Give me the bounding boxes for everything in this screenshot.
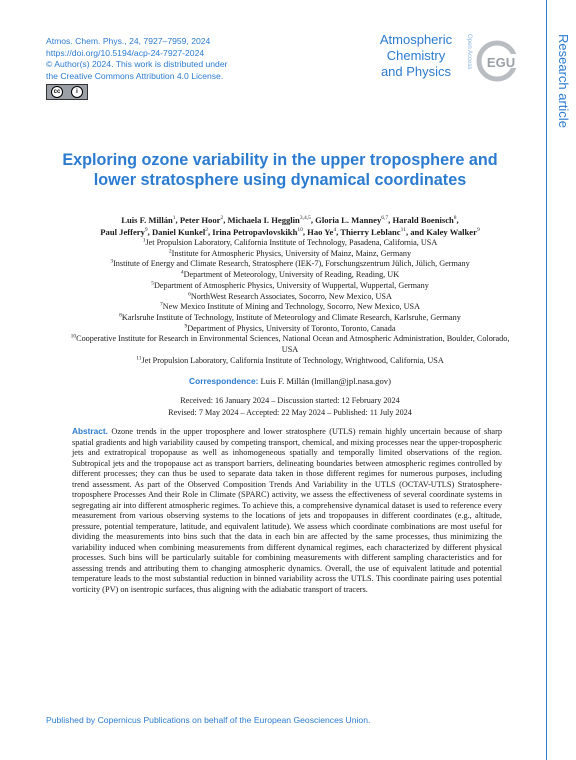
journal-name [370,32,462,80]
citation: Atmos. Chem. Phys., 24, 7927–7959, 2024 [46,36,211,46]
dates-line-2: Revised: 7 May 2024 – Accepted: 22 May 2024 – Published: 11 July 2024 [168,408,412,418]
journal-line-3: and Physics [380,64,452,79]
affiliation-text: Jet Propulsion Laboratory, California Institute of Technology, Pasadena, California, USA [145,238,438,247]
affiliation-number: 7 [159,301,163,308]
author-affiliation-marker: 2 [220,215,224,222]
author-name: Thierry Leblanc [340,227,401,237]
author-affiliation-marker: 2 [205,227,208,234]
affiliation-number: 8 [119,312,122,319]
affiliation-number: 3 [110,258,114,265]
open-access-label [463,34,473,86]
publisher-footer: Published by Copernicus Publications on behalf of the European Geosciences Union. [46,715,371,725]
affiliation-text: Cooperative Institute for Research in Environmental Sciences, National Ocean and Atmospheric Administration, Boulder, Colorado, USA [76,334,510,355]
affiliation-text: Karlsruhe Institute of Technology, Institute of Meteorology and Climate Research, Karlsruhe, Germany [121,312,461,322]
author-name: Irina Petropavlovskikh [212,227,298,237]
author-name: Peter Hoor [179,215,221,225]
abstract [72,426,502,595]
author-name: Paul Jeffery [100,227,145,237]
article-metadata [46,36,227,82]
author-name: Daniel Kunkel [151,227,206,237]
author-affiliation-marker: 11 [400,227,406,234]
cc-license-badge[interactable] [46,84,88,100]
affiliation-text: NorthWest Research Associates, Socorro, New Mexico, USA [190,291,392,301]
author-name: Luis F. Millán [121,215,173,225]
affiliation-item [70,302,510,313]
affiliation-text: New Mexico Institute of Mining and Technology, Socorro, New Mexico, USA [162,302,421,312]
author-affiliation-marker: 6,7 [381,215,389,222]
affiliation-text: Institute for Atmospheric Physics, University of Mainz, Mainz, Germany [171,248,412,258]
affiliation-item [70,259,510,270]
affiliation-item [70,313,510,324]
attribution-icon: i [71,86,83,98]
journal-line-1: Atmospheric [379,32,453,47]
affiliation-item [70,324,510,335]
author-affiliation-marker: 9 [476,227,480,234]
author-affiliation-marker: 8 [453,215,457,222]
affiliation-text: Institute of Energy and Climate Research, Stratosphere (IEK-7), Forschungszentrum Jülich, Jülich, Germany [113,259,470,269]
affiliation-number: 6 [188,290,191,297]
correspondence-email[interactable]: Luis F. Millán (lmillan@jpl.nasa.gov) [260,376,391,386]
dates-line-1: Received: 16 January 2024 – Discussion started: 12 February 2024 [180,396,400,405]
author-name: Gloria L. Manney [315,215,382,225]
affiliation-text: Department of Atmospheric Physics, University of Wuppertal, Wuppertal, Germany [153,280,429,290]
abstract-label: Abstract. [72,426,108,436]
license-link[interactable]: the Creative Commons Attribution 4.0 License. [46,70,224,81]
correspondence [70,376,510,386]
author-affiliation-marker: 10 [297,227,303,234]
affiliation-number: 2 [168,247,172,254]
affiliation-number: 4 [180,269,184,276]
author-list: Luis F. Millán$^1$, Peter Hoor$^2$, Michaela I. Hegglin$^{3,4,5}$, Gloria L. Manney$^{6,7}$, Harald Boenisch$^8$, Paul Jeffery$^9$, Daniel Kunkel$^2$, Irina Petropavlovskikh$^{10}$, Hao Ye$^4$, Thierry Leblanc$^{11}$, and Kaley Walker$^9$ [100,215,480,237]
paper-title: Exploring ozone variability in the upper troposphere and lower stratosphere using dynamical coordinates [62,151,498,189]
affiliation-number: 11 [136,355,142,361]
publication-dates [70,395,510,420]
author-name: Harald Boenisch [392,215,454,225]
egu-logo-text: EGU [486,55,516,70]
article-type-text: Research article [556,34,571,128]
affiliation-number: 5 [151,280,154,287]
affiliation-text: Jet Propulsion Laboratory, California Institute of Technology, Wrightwood, California, USA [141,355,444,365]
affiliation-number: 9 [184,322,188,329]
author-affiliation-marker: 9 [144,227,148,234]
affiliation-text: Department of Meteorology, University of Reading, Reading, UK [183,270,400,280]
author-affiliation-marker: 3,4,5 [299,215,311,222]
author-name: Michaela I. Hegglin [227,215,300,225]
author-affiliation-marker: 1 [172,215,176,222]
affiliation-item [70,292,510,303]
affiliation-item [70,281,510,292]
copyright-line: © Author(s) 2024. This work is distributed under [46,59,228,70]
affiliation-item [70,249,510,260]
abstract-text: Ozone trends in the upper troposphere and lower stratosphere (UTLS) remain highly uncertain because of sharp spatial gradients and high variability caused by competing transport, chemical, and mixing processes near the upper-tropospheric jets and extratropical tropopause as well as inhomogeneous spatially and temporally limited observations of the region. Subtropical jets and the tropopause act as transport barriers, delineating boundaries between atmospheric regimes controlled by different processes; they can thus be used to separate data taken in those different regimes for numerous purposes, including trend assessment. As part of the Observed Composition Trends And Variability in the UTLS (OCTAV-UTLS) Stratosphere-troposphere Processes And their Role in Climate (SPARC) activity, we assess the effectiveness of several coordinate systems in segregating air into different atmospheric regimes. To achieve this, a comprehensive dynamical dataset is used to reference every measurement from various observing systems to the locations of jets and tropopauses in different coordinates (e.g., altitude, pressure, potential temperature, latitude, and equivalent latitude). We assess which coordinate combinations are most useful for dividing the measurements into bins such that the data in each bin are affected by the same processes, thus minimizing the variability induced when combining measurements from different dynamical regimes, each characterized by different physical processes. Such bins will be particularly suitable for combining measurements with different sampling characteristics and for assessing trends and attributing them to changing atmospheric dynamics. Overall, the use of equivalent latitude and potential temperature leads to the most substantial reduction in binned variability across the UTLS. This coordinate pairing uses potential vorticity (PV) on isentropic surfaces, thus aligning with the adiabatic transport of tracers. [72,427,502,594]
author-affiliation-marker: 4 [333,227,337,234]
affiliation-number: 1 [142,237,146,244]
affiliation-item [70,356,510,367]
affiliation-item [70,238,510,249]
journal-line-2: Chemistry [386,48,446,63]
open-access-text: Open Access [466,34,472,70]
side-rule [546,0,547,760]
affiliation-list [70,238,510,366]
correspondence-label: Correspondence: [189,376,259,386]
affiliation-number: 10 [70,333,77,340]
affiliation-text: Department of Physics, University of Toronto, Toronto, Canada [187,323,396,333]
doi-link[interactable]: https://doi.org/10.5194/acp-24-7927-2024 [46,47,205,58]
author-name: Kaley Walker [426,227,477,237]
cc-icon: cc [51,86,63,98]
article-type-label [558,34,572,144]
affiliation-item [70,270,510,281]
author-name: Hao Ye [307,227,334,237]
affiliation-item [70,334,510,355]
egu-logo-icon [476,40,522,82]
